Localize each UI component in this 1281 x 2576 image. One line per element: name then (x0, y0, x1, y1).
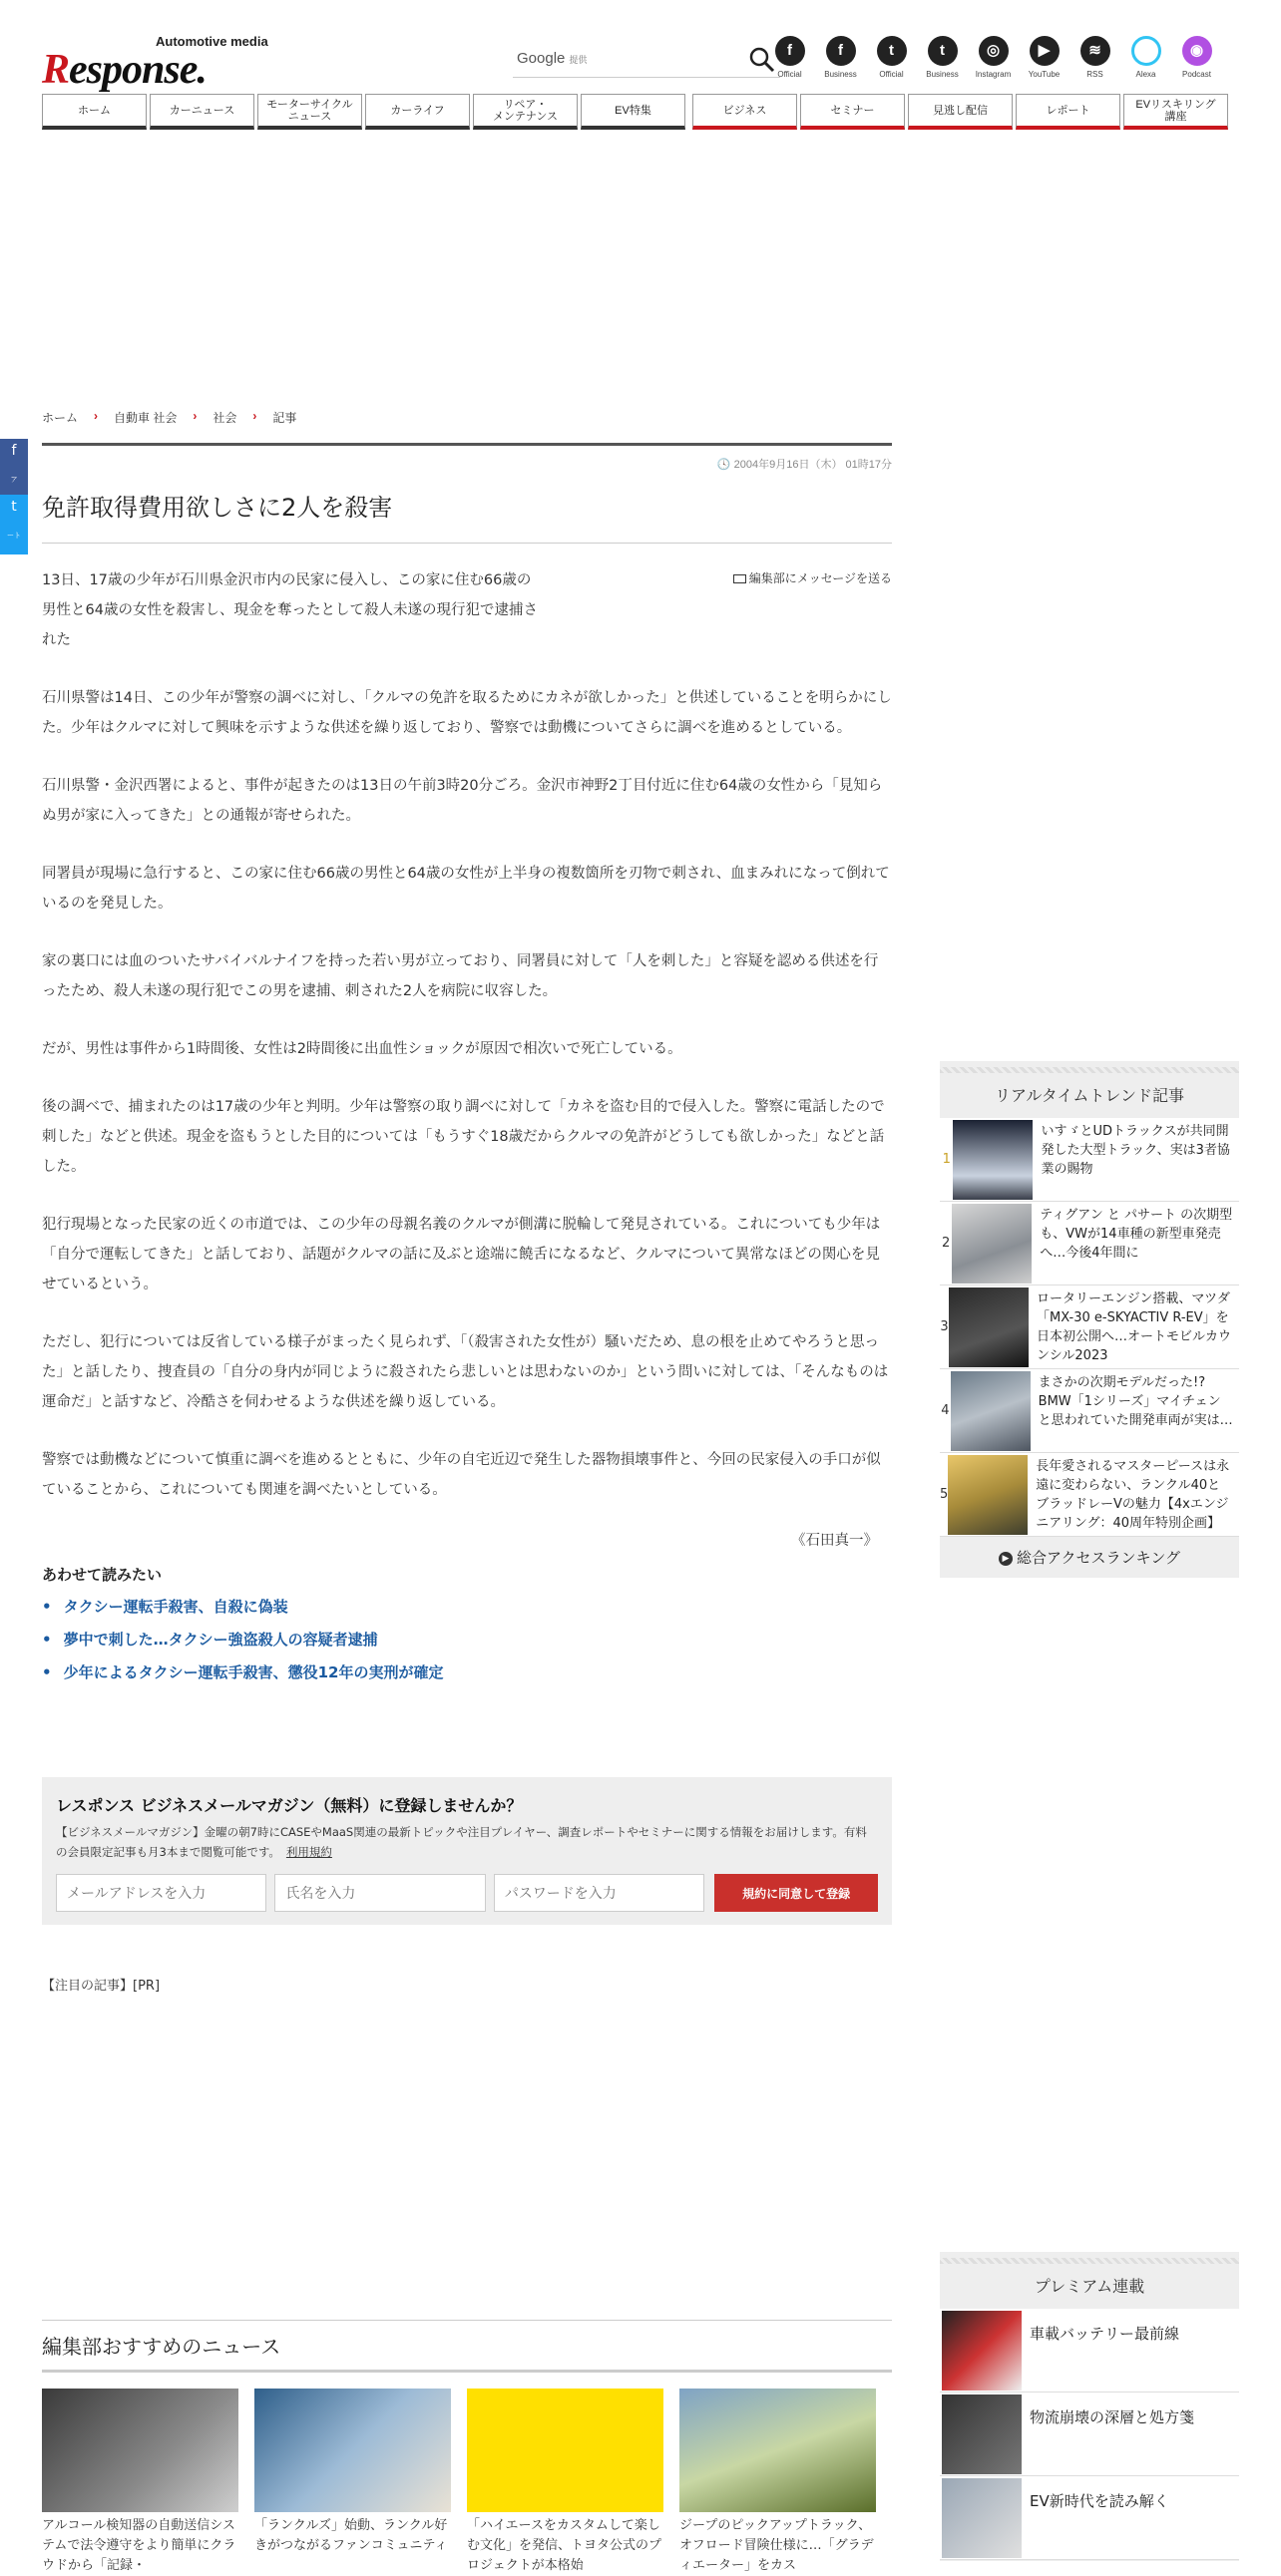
social-label: Official (879, 70, 904, 79)
breadcrumb-item[interactable]: ホーム (42, 411, 79, 425)
rss-icon: ≋ (1080, 36, 1110, 66)
nav-item[interactable]: カーライフ (365, 94, 470, 130)
news-card[interactable] (254, 2389, 451, 2556)
breadcrumb-item[interactable]: 自動車 社会 (114, 411, 178, 425)
social-link[interactable] (917, 36, 968, 79)
trend-thumbnail (953, 1120, 1033, 1200)
trend-thumbnail (948, 1455, 1028, 1535)
side-share (0, 439, 28, 554)
envelope-icon (733, 574, 746, 583)
play-icon: ▶ (999, 1552, 1013, 1566)
social-label: Podcast (1182, 70, 1211, 79)
response-logo[interactable] (42, 34, 281, 93)
social-label: Official (777, 70, 802, 79)
nav-item[interactable]: カーニュース (150, 94, 254, 130)
breadcrumb-item[interactable]: 社会 (213, 411, 237, 425)
terms-link[interactable]: 利用規約 (285, 1845, 332, 1859)
site-header (42, 30, 1261, 93)
twitter-icon: t (877, 36, 907, 66)
newsletter-title: レスポンス ビジネスメールマガジン（無料）に登録しませんか？ (56, 1796, 523, 1815)
premium-item[interactable] (940, 2476, 1239, 2560)
breadcrumb-item[interactable]: 記事 (272, 411, 297, 425)
register-button[interactable]: 規約に同意して登録 (714, 1874, 878, 1912)
trend-rank: 1 (942, 1152, 951, 1167)
pr-label: 【注目の記事】[PR] (42, 1979, 161, 1994)
nav-item[interactable]: リペア・ メンテナンス (473, 94, 578, 130)
facebook-share-button[interactable]: f ア (0, 439, 28, 495)
instagram-icon: ◎ (979, 36, 1009, 66)
social-link[interactable] (1069, 36, 1120, 79)
logo-tagline: Automotive media (156, 34, 268, 49)
article-paragraph: 警察では動機などについて慎重に調べを進めるとともに、少年の自宅近辺で発生した器物損壊事件と、今回の民家侵入の手口が似ていることから、これについても関連を調べたいとしている。 (42, 1452, 881, 1498)
premium-thumbnail (942, 2394, 1022, 2474)
article-paragraph: 同署員が現場に急行すると、この家に住む66歳の男性と64歳の女性が上半身の複数箇所を刃物で刺され、血まみれになって倒れているのを発見した。 (42, 866, 890, 912)
article-date: 🕓 2004年9月16日（木） 01時17分 (716, 459, 892, 471)
news-headline: 「ランクルズ」始動、ランクル好きがつながるファンコミュニティ (254, 2518, 448, 2553)
trend-headline: ティグアン と パサート の次期型も、VWが14車種の新型車発売へ…今後4年間に (1040, 1207, 1233, 1261)
social-link[interactable] (968, 36, 1019, 79)
article (42, 443, 892, 1689)
article-lead: 13日、17歳の少年が石川県金沢市内の民家に侵入し、この家に住む66歳の男性と64歳の女性を殺害し、現金を奪ったとして殺人未遂の現行犯で逮捕された (42, 572, 538, 648)
newsletter-signup (42, 1777, 892, 1925)
password-input[interactable] (494, 1874, 704, 1912)
related-link[interactable]: • 夢中で刺した…タクシー強盗殺人の容疑者逮捕 (42, 1624, 892, 1656)
twitter-share-button[interactable]: t ート (0, 495, 28, 554)
article-paragraph: 犯行現場となった民家の近くの市道では、この少年の母親名義のクルマが側溝に脱輪して発見されている。これについても少年は「自分で運転してきた」と話しており、話題がクルマの話に及ぶと途端に饒舌になるなど、クルマについて異常なほどの関心を見せているという。 (42, 1217, 881, 1292)
related-articles (42, 1564, 892, 1689)
news-thumbnail (42, 2389, 238, 2512)
article-divider (42, 443, 892, 446)
social-link[interactable] (866, 36, 917, 79)
trend-item[interactable] (940, 1453, 1239, 1537)
premium-thumbnail (942, 2311, 1022, 2391)
social-label: Instagram (975, 70, 1012, 79)
youtube-icon: ▶ (1030, 36, 1060, 66)
article-title: 免許取得費用欲しさに2人を殺害 (42, 488, 892, 544)
trend-rank: 4 (941, 1403, 950, 1418)
news-headline: アルコール検知器の自動送信システムで法令遵守をより簡単にクラウドから「記録・ (42, 2518, 236, 2573)
trend-headline: いすゞとUDトラックスが共同開発した大型トラック、実は3者協業の賜物 (1041, 1123, 1230, 1177)
social-label: RSS (1086, 70, 1103, 79)
trend-rank: 2 (942, 1236, 951, 1251)
premium-item[interactable] (940, 2309, 1239, 2392)
social-label: Business (824, 70, 857, 79)
trend-ranking (940, 1061, 1239, 1578)
social-link[interactable] (1019, 36, 1069, 79)
news-thumbnail (254, 2389, 451, 2512)
social-link[interactable] (1120, 36, 1171, 79)
logo-wordmark: Response. (42, 47, 207, 93)
trend-rank: 5 (940, 1487, 949, 1502)
nav-item[interactable]: レポート (1016, 94, 1120, 130)
main-nav (42, 94, 1261, 134)
premium-item[interactable] (940, 2392, 1239, 2476)
trend-item[interactable] (940, 1202, 1239, 1286)
nav-item[interactable]: EV特集 (581, 94, 685, 130)
chevron-right-icon: › (252, 409, 257, 423)
email-input[interactable] (56, 1874, 266, 1912)
recommended-title: 編集部おすすめのニュース (42, 2320, 892, 2373)
nav-item[interactable]: 見逃し配信 (908, 94, 1013, 130)
trend-thumbnail (951, 1371, 1031, 1451)
article-paragraph: 石川県警は14日、この少年が警察の調べに対し、「クルマの免許を取るためにカネが欲しかった」と供述していることを明らかにした。少年はクルマに対して興味を示すような供述を繰り返しており、警察では動機についてさらに調べを進めるとしている。 (42, 690, 892, 736)
alexa-icon (1131, 36, 1161, 66)
nav-item[interactable]: ビジネス (692, 94, 797, 130)
breadcrumb (42, 409, 296, 426)
facebook-icon: f (775, 36, 805, 66)
access-ranking-link[interactable]: ▶ 総合アクセスランキング (940, 1537, 1239, 1578)
social-label: Business (926, 70, 959, 79)
article-paragraph: だが、男性は事件から1時間後、女性は2時間後に出血性ショックが原因で相次いで死亡している。 (42, 1041, 682, 1057)
search-box[interactable] (513, 44, 780, 78)
premium-title: プレミアム連載 (1034, 2277, 1145, 2296)
social-link[interactable] (1171, 36, 1222, 79)
social-link[interactable] (764, 36, 815, 79)
news-headline: 「ハイエースをカスタムして楽しむ文化」を発信、トヨタ公式のプロジェクトが本格始 (467, 2518, 662, 2573)
trend-item[interactable] (940, 1118, 1239, 1202)
news-card[interactable] (679, 2389, 876, 2573)
social-link[interactable] (815, 36, 866, 79)
trend-thumbnail (952, 1204, 1032, 1284)
social-label: YouTube (1028, 70, 1061, 79)
related-link[interactable]: • タクシー運転手殺害、自殺に偽装 (42, 1591, 892, 1624)
facebook-icon: f (826, 36, 856, 66)
article-paragraph: 後の調べで、捕まれたのは17歳の少年と判明。少年は警察の取り調べに対して「カネを盗む目的で侵入した。警察に電話したので刺した」などと供述。現金を盗もうとした目的については「もうすぐ18歳だからクルマの免許がどうしても欲しかった」などと話した。 (42, 1099, 885, 1175)
trend-headline: まさかの次期モデルだった!? BMW「1シリーズ」マイチェンと思われていた開発車両が実は… (1038, 1374, 1233, 1428)
chevron-right-icon: › (94, 409, 99, 423)
chevron-right-icon: › (193, 409, 198, 423)
name-input[interactable] (274, 1874, 485, 1912)
trend-headline: 長年愛されるマスターピースは永遠に変わらない、ランクル40とブラッドレーVの魅力【4xエンジニアリング：40周年特別企画】 (1036, 1458, 1230, 1531)
social-label: Alexa (1135, 70, 1156, 79)
trend-rank: 3 (940, 1319, 949, 1334)
article-author: 《石田真一》 (791, 1533, 878, 1549)
premium-headline: 車載バッテリー最前線 (1030, 2325, 1180, 2343)
twitter-icon: t (928, 36, 958, 66)
trend-item[interactable] (940, 1369, 1239, 1453)
related-title: あわせて読みたい (42, 1566, 163, 1584)
trend-title: リアルタイムトレンド記事 (994, 1086, 1184, 1105)
news-thumbnail (467, 2389, 663, 2512)
premium-thumbnail (942, 2478, 1022, 2558)
newsletter-description: 【ビジネスメールマガジン】金曜の朝7時にCASEやMaaS関連の最新トピックや注目プレイヤー、調査レポートやセミナーに関する情報をお届けします。有料の会員限定記事も月3本まで閲覧可能です。 利用規約 (56, 1825, 867, 1859)
news-card[interactable] (42, 2389, 238, 2573)
premium-series (940, 2252, 1239, 2561)
recommended-news (42, 2320, 892, 2573)
podcast-icon: ◉ (1182, 36, 1212, 66)
search-brand: Google 提供 (517, 50, 588, 67)
article-paragraph: 家の裏口には血のついたサバイバルナイフを持った若い男が立っており、同署員に対して「人を刺した」と容疑を認める供述を行ったため、殺人未遂の現行犯でこの男を逮捕、刺された2人を病院に収容した。 (42, 953, 879, 999)
social-links (764, 36, 1222, 79)
article-paragraph: 石川県警・金沢西署によると、事件が起きたのは13日の午前3時20分ごろ。金沢市神野2丁目付近に住む64歳の女性から「見知らぬ男が家に入ってきた」との通報が寄せられた。 (42, 778, 883, 824)
trend-thumbnail (949, 1288, 1029, 1367)
premium-headline: 物流崩壊の深層と処方箋 (1030, 2408, 1195, 2426)
nav-item[interactable]: モーターサイクル ニュース (257, 94, 362, 130)
nav-item[interactable]: EVリスキリング 講座 (1123, 94, 1228, 130)
nav-item[interactable]: セミナー (800, 94, 905, 130)
trend-item[interactable] (940, 1286, 1239, 1369)
message-editor-link[interactable]: 編集部にメッセージを送る (733, 569, 892, 586)
news-card[interactable] (467, 2389, 663, 2573)
article-paragraph: ただし、犯行については反省している様子がまったく見られず、「（殺害された女性が）騒いだため、息の根を止めてやろうと思った」と話したり、捜査員の「自分の身内が同じように殺されたら悲しいとは思わないのか」という問いに対しては、「そんなものは運命だ」と話すなど、冷酷さを伺わせるような供述を繰り返している。 (42, 1334, 889, 1410)
nav-item[interactable]: ホーム (42, 94, 147, 130)
news-headline: ジープのピックアップトラック、オフロード冒険仕様に…「グラディエーター」をカス (679, 2518, 874, 2573)
related-link[interactable]: • 少年によるタクシー運転手殺害、懲役12年の実刑が確定 (42, 1656, 892, 1689)
premium-headline: EV新時代を読み解く (1030, 2492, 1169, 2510)
trend-headline: ロータリーエンジン搭載、マツダ「MX-30 e-SKYACTIV R-EV」を日本初公開へ…オートモビルカウンシル2023 (1037, 1290, 1232, 1363)
news-thumbnail (679, 2389, 876, 2512)
